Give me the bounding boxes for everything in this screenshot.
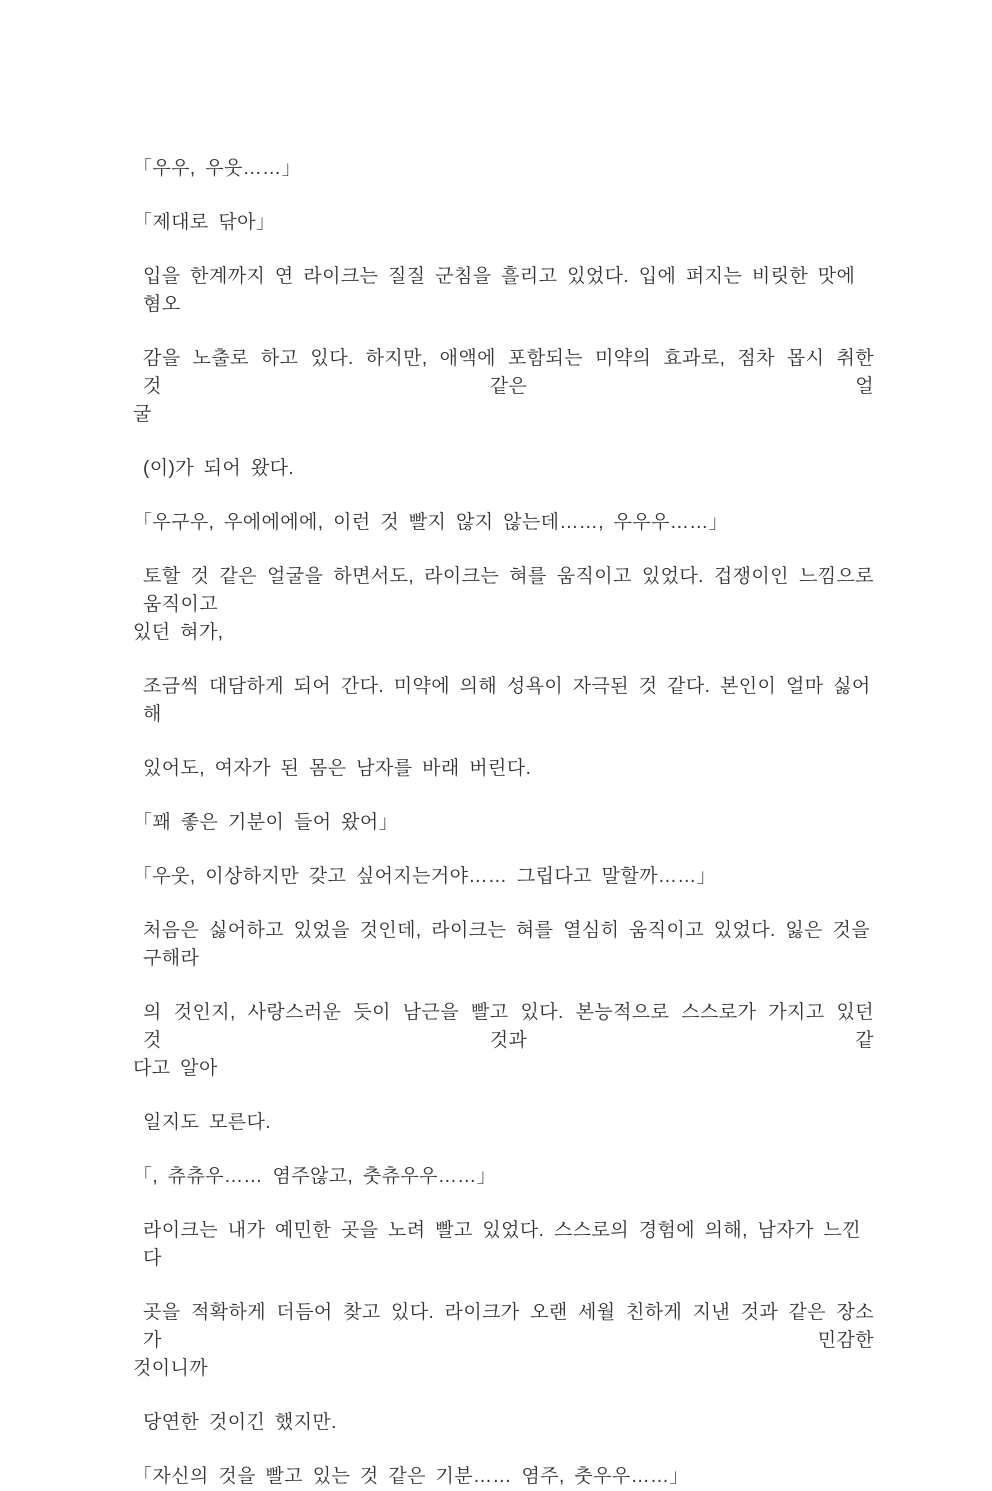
paragraph: [133, 1299, 874, 1383]
paragraph: [133, 1409, 874, 1437]
text-line: 일지도 모른다.: [143, 1112, 271, 1133]
paragraph: [133, 263, 874, 319]
text-line: 라이크는 내가 예민한 곳을 노려 빨고 있었다. 스스로의 경험에 의해, 남자가 느낀다: [143, 1220, 861, 1269]
text-line: 처음은 싫어하고 있었을 것인데, 라이크는 혀를 열심히 움직이고 있었다. 잃은 것을 구해라: [143, 920, 871, 969]
paragraph: [133, 755, 874, 783]
text-line: 조금씩 대담하게 되어 간다. 미약에 의해 성욕이 자극된 것 같다. 본인이 얼마 싫어해: [143, 676, 871, 725]
text-line: 「우구우, 우에에에에, 이런 것 빨지 않지 않는데……, 우우우……」: [133, 512, 729, 533]
text-line: 「제대로 닦아」: [133, 212, 276, 233]
text-line: 감을 노출로 하고 있다. 하지만, 애액에 포함되는 미약의 효과로, 점차 몹시 취한 것 같은 얼: [143, 348, 874, 397]
text-line: 당연한 것이긴 했지만.: [143, 1412, 337, 1433]
paragraph: [133, 917, 874, 973]
paragraph: [133, 155, 874, 183]
paragraph: [133, 455, 874, 483]
paragraph: [133, 1463, 874, 1491]
text-line: 굴: [133, 404, 152, 425]
paragraph: [133, 1217, 874, 1273]
paragraph: [133, 209, 874, 237]
text-line: 토할 것 같은 얼굴을 하면서도, 라이크는 혀를 움직이고 있었다. 겁쟁이인 느낌으로 움직이고: [143, 566, 874, 615]
paragraph: [133, 563, 874, 647]
paragraph: [133, 673, 874, 729]
text-line: 입을 한계까지 연 라이크는 질질 군침을 흘리고 있었다. 입에 퍼지는 비릿한 맛에 혐오: [143, 266, 856, 315]
text-line: 곳을 적확하게 더듬어 찾고 있다. 라이크가 오랜 세월 친하게 지낸 것과 같은 장소가 민감한: [143, 1302, 874, 1351]
text-line: 있어도, 여자가 된 몸은 남자를 바래 버린다.: [143, 758, 532, 779]
text-line: 의 것인지, 사랑스러운 듯이 남근을 빨고 있다. 본능적으로 스스로가 가지고 있던 것 것과 같: [143, 1002, 874, 1051]
paragraph: [133, 1109, 874, 1137]
text-line: 있던 혀가,: [133, 622, 224, 643]
paragraph: [133, 1163, 874, 1191]
text-line: (이)가 되어 왔다.: [143, 458, 295, 479]
text-line: 것이니까: [133, 1358, 209, 1379]
text-line: 「꽤 좋은 기분이 들어 왔어」: [133, 812, 399, 833]
paragraph: [133, 509, 874, 537]
paragraph: [133, 345, 874, 429]
paragraph: [133, 999, 874, 1083]
paragraph: [133, 809, 874, 837]
text-line: 다고 알아: [133, 1058, 218, 1079]
paragraph: [133, 863, 874, 891]
text-line: 「자신의 것을 빨고 있는 것 같은 기분…… 염주, 춧우우……」: [133, 1466, 689, 1487]
text-line: 「우우, 우웃……」: [133, 158, 301, 179]
text-line: 「우웃, 이상하지만 갖고 싶어지는거야…… 그립다고 말할까……」: [133, 866, 717, 887]
text-line: 「, 츄츄우…… 염주않고, 춧츄우우……」: [133, 1166, 497, 1187]
